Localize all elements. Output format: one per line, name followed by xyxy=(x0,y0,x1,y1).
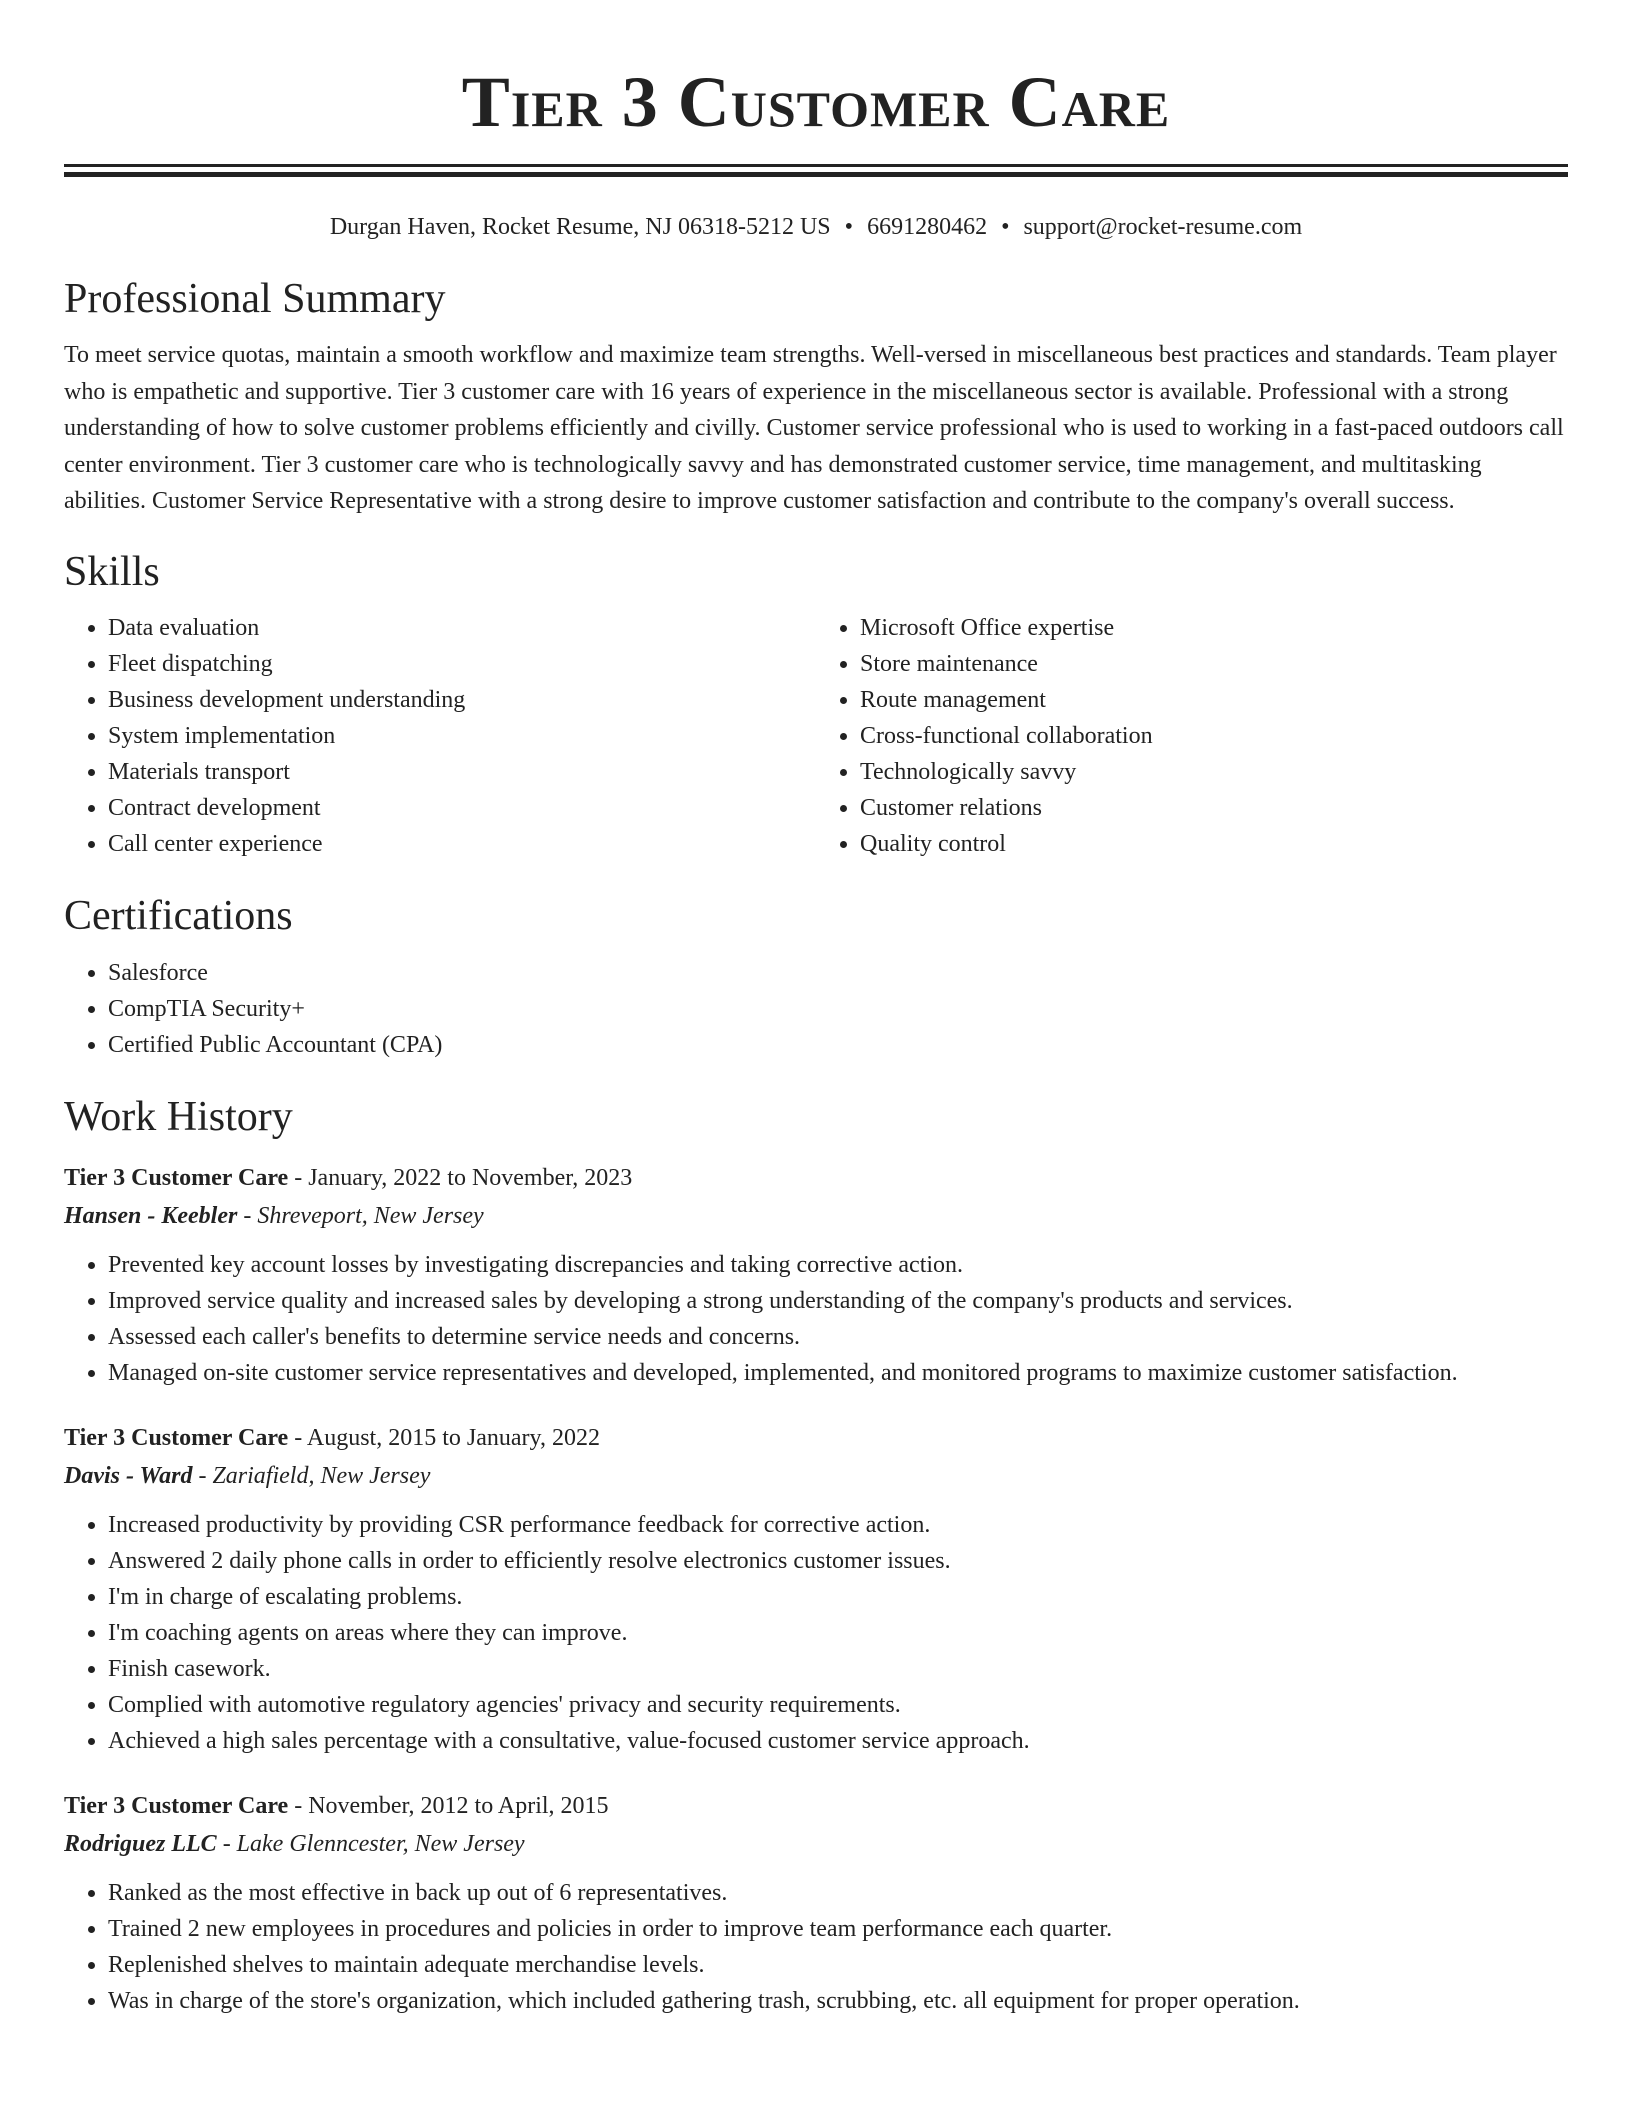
job-company: Hansen - Keebler xyxy=(64,1202,238,1229)
skill-item: • Store maintenance xyxy=(860,646,1568,682)
skills-heading: Skills xyxy=(64,548,160,595)
duty-item: • Improved service quality and increased sales by developing a strong understanding of the company's products and services. xyxy=(108,1283,1568,1319)
skill-item: • System implementation xyxy=(108,718,816,754)
job-entry xyxy=(64,1787,1568,2019)
skill-item: • Microsoft Office expertise xyxy=(860,610,1568,646)
job-dates: - November, 2012 to April, 2015 xyxy=(288,1792,609,1819)
contact-line xyxy=(64,211,1568,243)
resume-page xyxy=(64,0,1568,2019)
job-dates: - August, 2015 to January, 2022 xyxy=(288,1424,600,1451)
contact-address: Durgan Haven, Rocket Resume, NJ 06318-5212 US xyxy=(329,214,831,240)
duty-item: • Replenished shelves to maintain adequate merchandise levels. xyxy=(108,1947,1568,1983)
job-duties xyxy=(64,1875,1568,2019)
job-title-line xyxy=(64,1419,1568,1457)
job-company-line xyxy=(64,1197,1568,1235)
skill-item: • Route management xyxy=(860,682,1568,718)
duty-item: • Managed on-site customer service representatives and developed, implemented, and monitored programs to maximize customer satisfaction. xyxy=(108,1355,1568,1391)
skills-list xyxy=(64,610,1568,862)
job-location: - Shreveport, New Jersey xyxy=(237,1202,484,1229)
certification-item: • Salesforce xyxy=(108,955,1568,991)
skill-item: • Contract development xyxy=(108,790,816,826)
skill-item: • Business development understanding xyxy=(108,682,816,718)
job-entry xyxy=(64,1419,1568,1759)
certification-item: • CompTIA Security+ xyxy=(108,991,1568,1027)
job-title-line xyxy=(64,1787,1568,1825)
contact-separator: • xyxy=(1001,214,1010,240)
work-history-heading: Work History xyxy=(64,1093,293,1140)
certifications-heading: Certifications xyxy=(64,892,293,939)
duty-item: • Answered 2 daily phone calls in order to efficiently resolve electronics customer issues. xyxy=(108,1543,1568,1579)
duty-item: • Complied with automotive regulatory agencies' privacy and security requirements. xyxy=(108,1687,1568,1723)
skill-item: • Customer relations xyxy=(860,790,1568,826)
duty-item: • Was in charge of the store's organization, which included gathering trash, scrubbing, etc. all equipment for proper operation. xyxy=(108,1983,1568,2019)
skills-column-left xyxy=(64,610,816,862)
duty-item: • Trained 2 new employees in procedures and policies in order to improve team performance each quarter. xyxy=(108,1911,1568,1947)
job-dates: - January, 2022 to November, 2023 xyxy=(288,1164,633,1191)
contact-email: support@rocket-resume.com xyxy=(1023,214,1303,240)
certifications-list xyxy=(64,955,1568,1063)
duty-item: • Achieved a high sales percentage with a consultative, value-focused customer service approach. xyxy=(108,1723,1568,1759)
contact-separator: • xyxy=(844,214,854,240)
job-company: Davis - Ward xyxy=(64,1462,193,1489)
skill-item: • Technologically savvy xyxy=(860,754,1568,790)
job-title: Tier 3 Customer Care xyxy=(64,1424,289,1451)
skill-item: • Data evaluation xyxy=(108,610,816,646)
duty-item: • Assessed each caller's benefits to determine service needs and concerns. xyxy=(108,1319,1568,1355)
skill-item: • Materials transport xyxy=(108,754,816,790)
job-title: Tier 3 Customer Care xyxy=(64,1164,289,1191)
job-entry xyxy=(64,1159,1568,1391)
title-divider xyxy=(64,164,1568,167)
job-company: Rodriguez LLC xyxy=(64,1830,217,1857)
duty-item: • Finish casework. xyxy=(108,1651,1568,1687)
certification-item: • Certified Public Accountant (CPA) xyxy=(108,1027,1568,1063)
job-company-line xyxy=(64,1457,1568,1495)
skill-item: • Call center experience xyxy=(108,826,816,862)
summary-heading: Professional Summary xyxy=(64,276,446,322)
title-divider-thick xyxy=(64,172,1568,177)
skill-item: • Fleet dispatching xyxy=(108,646,816,682)
job-company-line xyxy=(64,1825,1568,1863)
job-duties xyxy=(64,1507,1568,1759)
contact-phone: 6691280462 xyxy=(867,214,988,240)
skill-item: • Cross-functional collaboration xyxy=(860,718,1568,754)
job-location: - Zariafield, New Jersey xyxy=(192,1462,431,1489)
job-location: - Lake Glenncester, New Jersey xyxy=(216,1830,525,1857)
duty-item: • I'm coaching agents on areas where they can improve. xyxy=(108,1615,1568,1651)
job-title: Tier 3 Customer Care xyxy=(64,1792,289,1819)
job-duties xyxy=(64,1247,1568,1391)
job-title-line xyxy=(64,1159,1568,1197)
duty-item: • Increased productivity by providing CSR performance feedback for corrective action. xyxy=(108,1507,1568,1543)
summary-text: To meet service quotas, maintain a smooth workflow and maximize team strengths. Well-versed in miscellaneous best practices and standards. Team player who is empathetic and supportive. Tier 3 customer care with 16 years of experience in the miscellaneous sector is available. Professional with a strong understanding of how to solve customer problems efficiently and civilly. Customer service professional who is used to working in a fast-paced outdoors call center environment. Tier 3 customer care who is technologically savvy and has demonstrated customer service, time management, and multitasking abilities. Customer Service Representative with a strong desire to improve customer satisfaction and contribute to the company's overall success. xyxy=(64,342,1564,514)
resume-title: Tier 3 Customer Care xyxy=(461,62,1171,142)
duty-item: • I'm in charge of escalating problems. xyxy=(108,1579,1568,1615)
skill-item: • Quality control xyxy=(860,826,1568,862)
duty-item: • Ranked as the most effective in back up out of 6 representatives. xyxy=(108,1875,1568,1911)
skills-column-right xyxy=(816,610,1568,862)
duty-item: • Prevented key account losses by investigating discrepancies and taking corrective action. xyxy=(108,1247,1568,1283)
